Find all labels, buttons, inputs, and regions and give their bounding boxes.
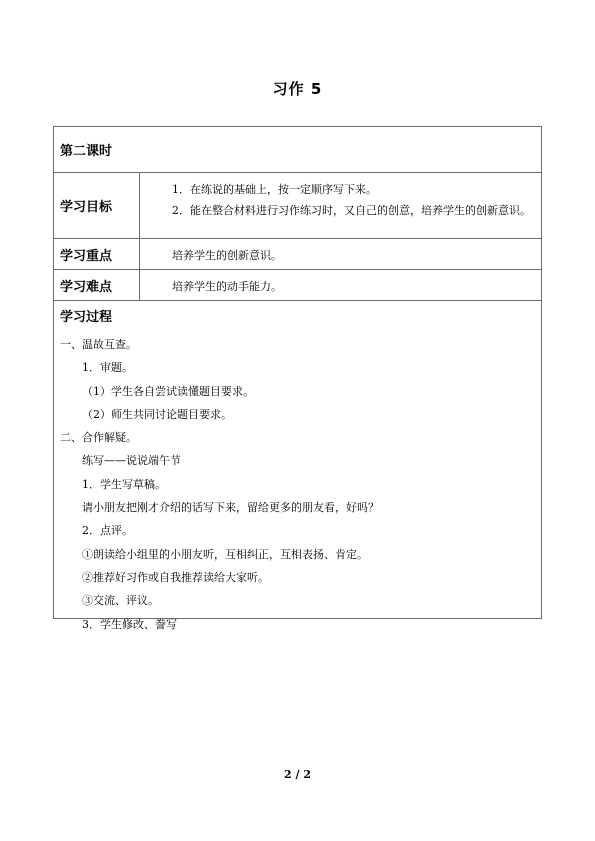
process-line: 二、合作解疑。 [60, 431, 137, 445]
process-line: 练写——说说端午节 [82, 454, 181, 468]
process-line: 1．审题。 [82, 361, 133, 375]
process-row [54, 301, 541, 631]
section-title-row [54, 127, 541, 173]
process-line: 2．点评。 [82, 524, 133, 538]
goal-item: 1．在练说的基础上，按一定顺序写下来。 [172, 183, 377, 196]
difficulty-content [140, 270, 541, 300]
difficulty-row [54, 270, 541, 301]
process-line: （1）学生各自尝试读懂题目要求。 [82, 384, 254, 398]
difficulty-label: 学习难点 [54, 270, 140, 300]
key-point-content [140, 239, 541, 269]
key-point-row [54, 239, 541, 270]
process-line: 3．学生修改、誊写 [82, 617, 177, 631]
process-line: （2）师生共同讨论题目要求。 [82, 407, 232, 421]
process-label: 学习过程 [60, 310, 113, 325]
goals-label: 学习目标 [54, 173, 140, 238]
key-point-text: 培养学生的创新意识。 [172, 249, 282, 262]
document-title: 习作 5 [272, 80, 323, 98]
process-line: ③交流、评议。 [82, 594, 159, 608]
process-line: 一、温故互查。 [60, 338, 137, 351]
goals-row [54, 173, 541, 239]
process-line: 请小朋友把刚才介绍的话写下来，留给更多的朋友看，好吗？ [82, 501, 379, 515]
process-line: 1．学生写草稿。 [82, 477, 166, 491]
difficulty-text: 培养学生的动手能力。 [172, 280, 282, 293]
goal-item: 2．能在整合材料进行习作练习时，又自己的创意，培养学生的创新意识。 [172, 204, 531, 217]
key-point-label: 学习重点 [54, 239, 140, 269]
goals-content [140, 173, 541, 238]
process-line: ①朗读给小组里的小朋友听，互相纠正，互相表扬、肯定。 [82, 547, 368, 561]
process-list [60, 333, 533, 636]
section-title: 第二课时 [60, 144, 113, 159]
process-line: ②推荐好习作或自我推荐读给大家听。 [82, 570, 269, 584]
page-number: 2 / 2 [284, 768, 311, 781]
lesson-plan-table [53, 126, 542, 631]
